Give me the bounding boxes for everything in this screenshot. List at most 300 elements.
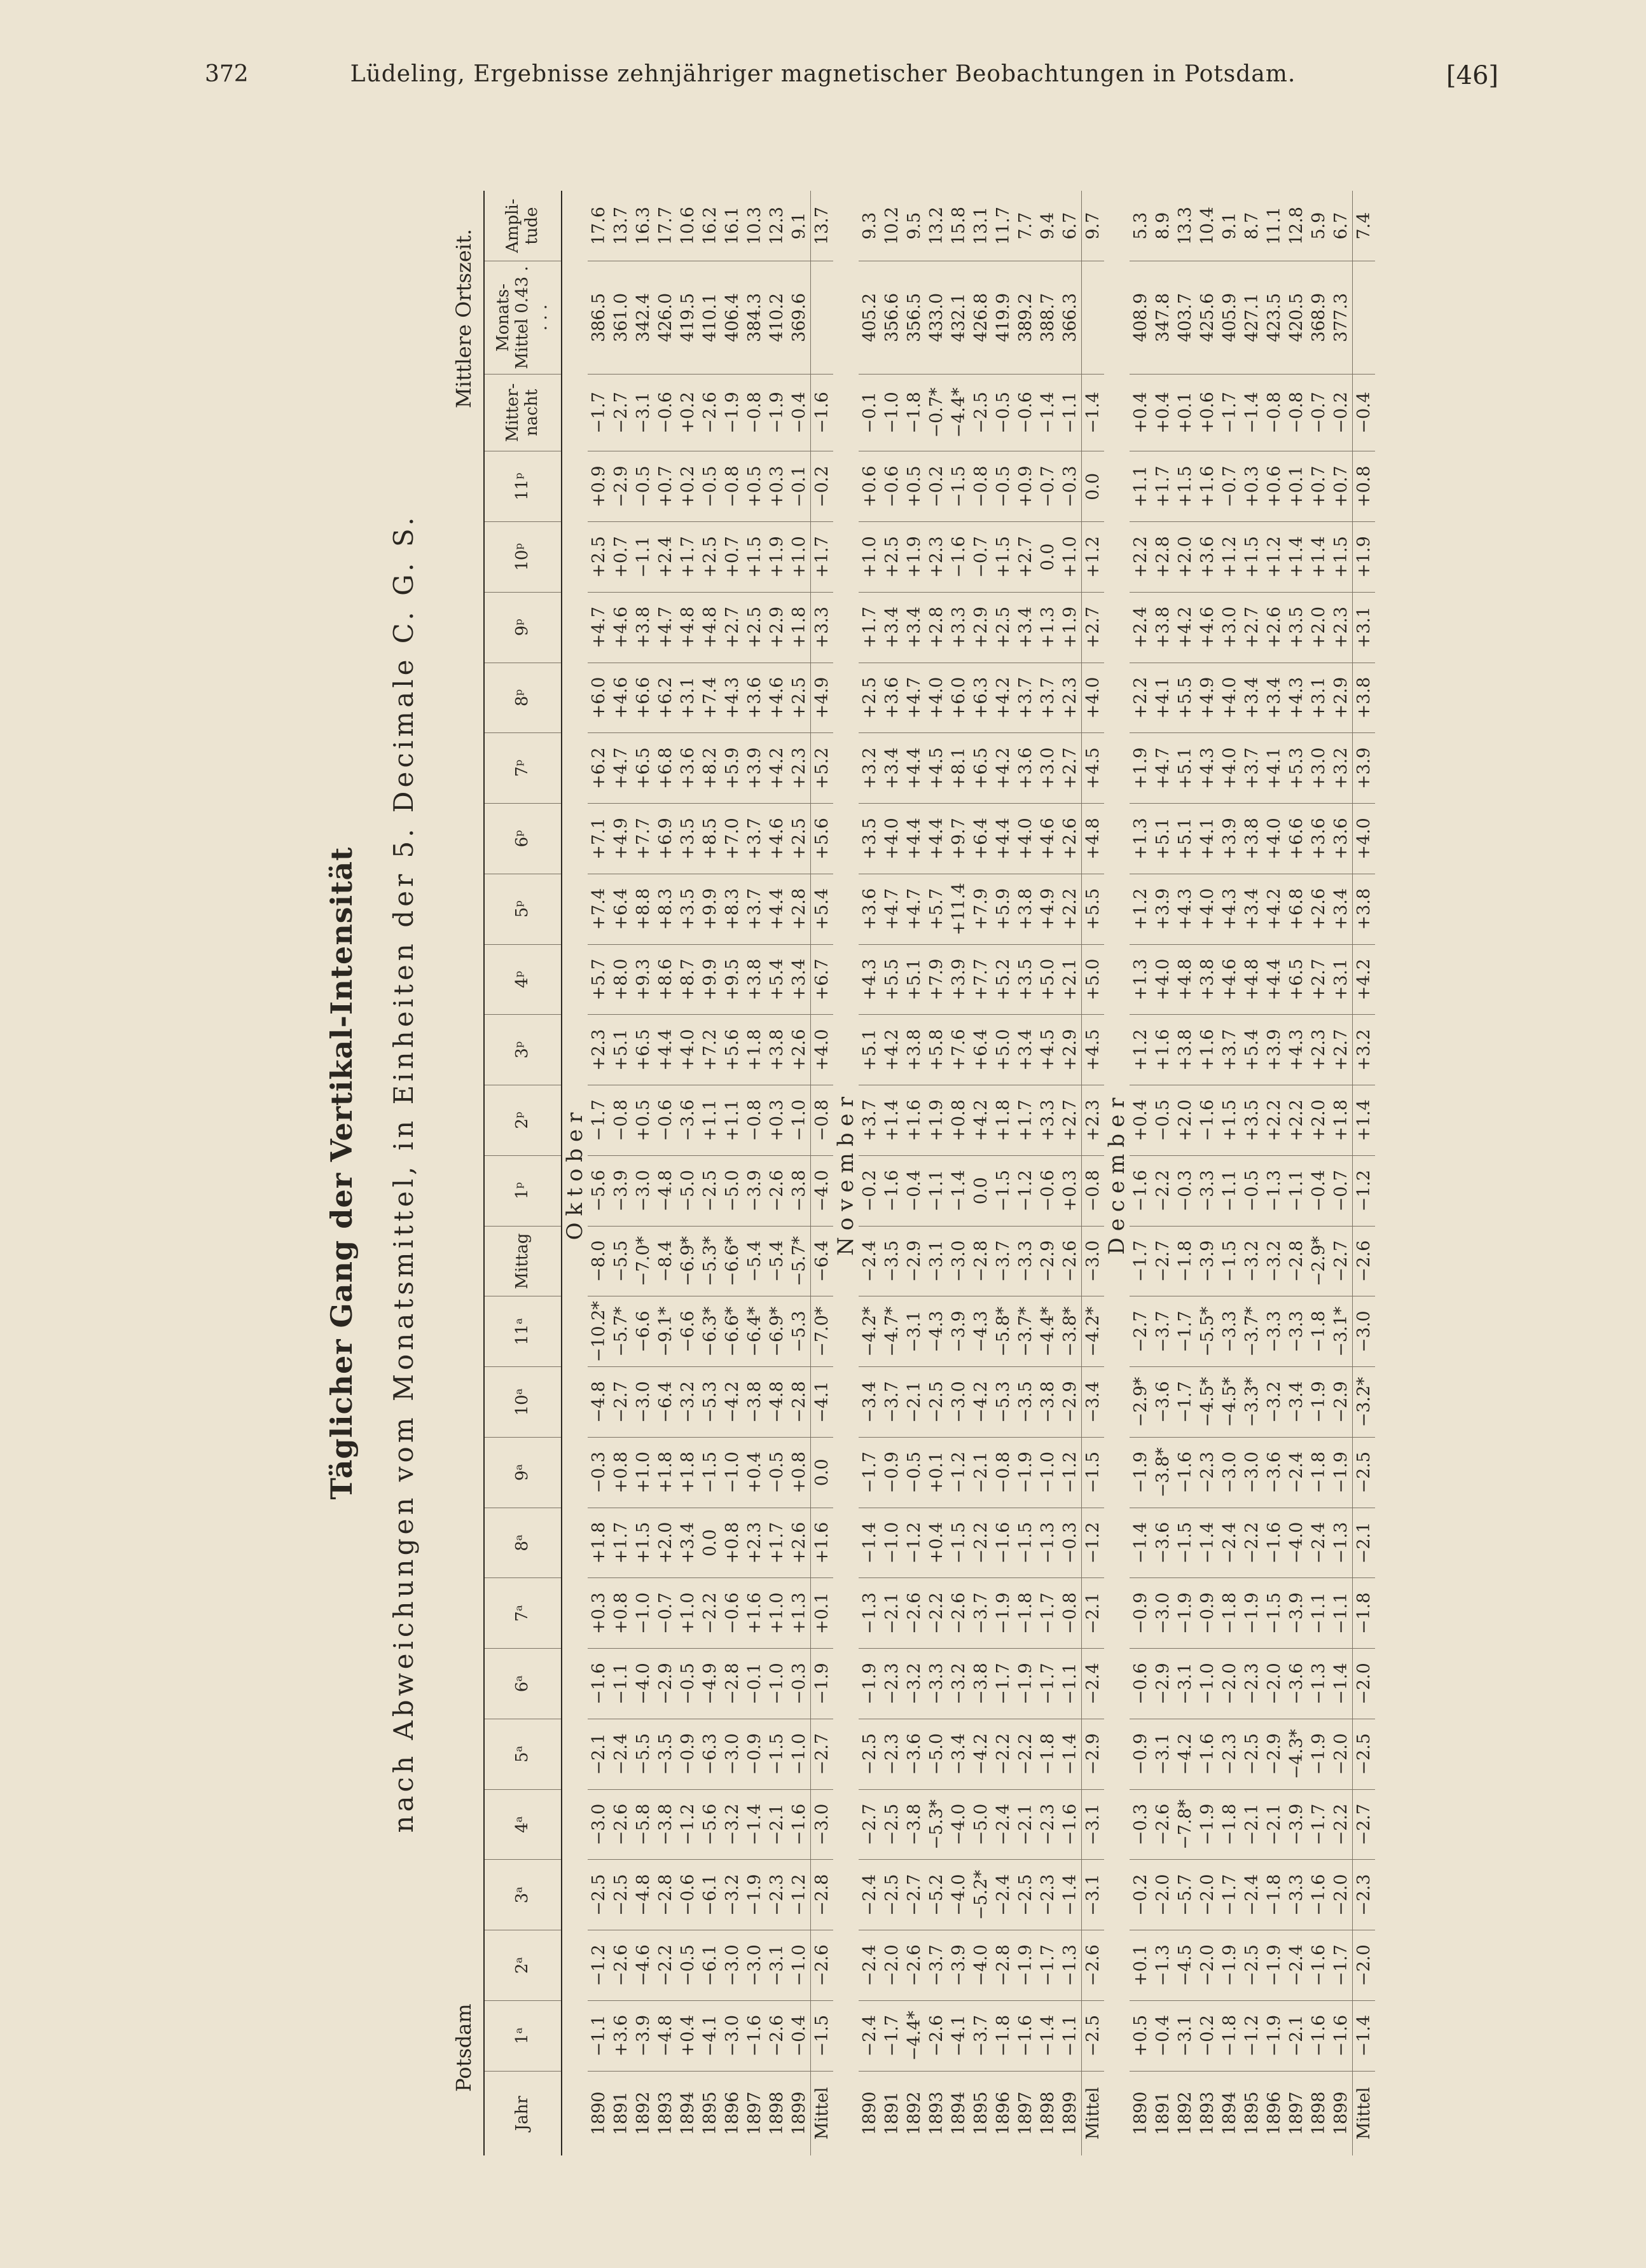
value-cell: 427.1 <box>1241 261 1263 374</box>
table-row <box>903 191 925 2155</box>
value-cell: +1.6 <box>743 1578 766 1649</box>
value-cell: −5.4 <box>766 1226 788 1296</box>
table-row <box>677 191 699 2155</box>
value-cell: +5.0 <box>992 1015 1014 1085</box>
value-cell: −1.7 <box>992 1649 1014 1719</box>
value-cell: −1.8 <box>1014 1578 1037 1649</box>
value-cell: +0.5 <box>1130 2000 1152 2071</box>
value-cell: −2.8 <box>654 1860 677 1930</box>
value-cell: +2.5 <box>859 663 881 733</box>
value-cell: −1.9 <box>1219 1930 1241 2001</box>
rotated-table-block <box>324 191 1628 2155</box>
value-cell: −0.5 <box>766 1437 788 1508</box>
mean-cell: +1.2 <box>1082 522 1105 593</box>
mean-cell: −2.0 <box>1353 1649 1376 1719</box>
value-cell: +4.3 <box>1285 663 1308 733</box>
value-cell: +2.2 <box>1059 874 1082 944</box>
value-cell: +2.8 <box>925 592 948 663</box>
value-cell: −3.8 <box>1037 1367 1059 1438</box>
value-cell: −1.7 <box>1037 1930 1059 2001</box>
value-cell: +3.8 <box>1174 1015 1196 1085</box>
value-cell: −2.4 <box>1241 1860 1263 1930</box>
value-cell: −5.3 <box>699 1367 721 1438</box>
value-cell: −0.3 <box>1059 451 1082 522</box>
table-row <box>970 191 992 2155</box>
value-cell: −1.6 <box>1196 1085 1219 1156</box>
mean-cell: −3.2* <box>1353 1367 1376 1438</box>
value-cell: +2.5 <box>992 592 1014 663</box>
value-cell: −1.6 <box>1174 1437 1196 1508</box>
value-cell: 6.7 <box>1330 191 1353 261</box>
value-cell: −2.3 <box>1037 1860 1059 1930</box>
value-cell: +1.5 <box>743 522 766 593</box>
value-cell: +4.0 <box>1014 804 1037 874</box>
value-cell: +6.4 <box>970 1015 992 1085</box>
value-cell: −5.5 <box>610 1226 632 1296</box>
value-cell: −3.4 <box>1285 1367 1308 1438</box>
value-cell: 432.1 <box>948 261 970 374</box>
mean-cell: −2.5 <box>1353 1437 1376 1508</box>
value-cell: −2.2 <box>1014 1719 1037 1789</box>
value-cell: +4.0 <box>925 663 948 733</box>
value-cell: −2.0 <box>881 1930 903 2001</box>
value-cell: +5.1 <box>1174 733 1196 804</box>
value-cell: −5.5 <box>632 1719 654 1789</box>
value-cell: −2.3 <box>881 1719 903 1789</box>
value-cell: +4.4 <box>654 1015 677 1085</box>
value-cell: −0.1 <box>743 1649 766 1719</box>
value-cell: +3.8 <box>903 1015 925 1085</box>
value-cell: −3.1 <box>1152 1719 1174 1789</box>
value-cell: +3.8 <box>632 592 654 663</box>
value-cell: 405.9 <box>1219 261 1241 374</box>
value-cell: −1.7 <box>1037 1649 1059 1719</box>
value-cell: −3.7 <box>970 2000 992 2071</box>
value-cell: +1.7 <box>677 522 699 593</box>
value-cell: +4.4 <box>1263 944 1285 1015</box>
value-cell: 8.7 <box>1242 212 1262 240</box>
value-cell: −2.5 <box>610 1860 632 1930</box>
value-cell: −0.7 <box>1308 374 1330 451</box>
value-cell: −5.7 <box>1174 1860 1196 1930</box>
value-cell: +4.0 <box>1196 874 1219 944</box>
year-cell: 1890 <box>1130 2071 1152 2155</box>
value-cell: −0.5 <box>903 1437 925 1508</box>
value-cell: −5.6 <box>699 1789 721 1860</box>
column-header: 3ᵃ <box>484 1860 562 1930</box>
value-cell: −3.3 <box>925 1649 948 1719</box>
value-cell: −0.9 <box>1130 1578 1152 1649</box>
value-cell: −0.6 <box>1037 1155 1059 1226</box>
value-cell: −3.1 <box>925 1226 948 1296</box>
value-cell: −3.9 <box>948 1296 970 1367</box>
mean-cell: −3.0 <box>1082 1226 1105 1296</box>
value-cell: −4.8 <box>632 1860 654 1930</box>
value-cell: −0.7* <box>925 374 948 451</box>
value-cell: +3.1 <box>1308 663 1330 733</box>
value-cell: −0.6 <box>881 451 903 522</box>
value-cell: +3.8 <box>766 1015 788 1085</box>
value-cell: −1.4 <box>1059 1719 1082 1789</box>
value-cell: −1.7 <box>1219 1860 1241 1930</box>
value-cell: +0.8 <box>610 1437 632 1508</box>
column-header: 4ᵃ <box>484 1789 562 1860</box>
value-cell: −1.5 <box>699 1437 721 1508</box>
value-cell: −3.6 <box>1263 1437 1285 1508</box>
value-cell: +2.2 <box>1130 522 1152 593</box>
value-cell: −2.4 <box>859 1226 881 1296</box>
value-cell: −2.6 <box>1059 1226 1082 1296</box>
value-cell: +0.5 <box>903 451 925 522</box>
value-cell: +1.1 <box>721 1085 743 1156</box>
value-cell: −1.2 <box>1059 1437 1082 1508</box>
value-cell: −2.0 <box>1152 1860 1174 1930</box>
value-cell: −2.5 <box>1014 1860 1037 1930</box>
value-cell: −1.1 <box>632 522 654 593</box>
value-cell: −2.9 <box>1263 1719 1285 1789</box>
value-cell: +0.8 <box>721 1508 743 1578</box>
value-cell: 406.4 <box>721 261 743 374</box>
year-cell: 1892 <box>1174 2071 1196 2155</box>
value-cell: −0.9 <box>881 1437 903 1508</box>
value-cell: 10.4 <box>1198 207 1217 245</box>
value-cell: −3.2 <box>721 1860 743 1930</box>
month-title-row <box>562 191 588 2155</box>
value-cell: −1.3 <box>1263 1155 1285 1226</box>
value-cell: −1.8 <box>992 2000 1014 2071</box>
value-cell: +0.6 <box>859 451 881 522</box>
value-cell: +1.1 <box>1130 451 1152 522</box>
value-cell: 410.2 <box>766 261 788 374</box>
value-cell: −5.0 <box>925 1719 948 1789</box>
value-cell: −0.4 <box>1152 2000 1174 2071</box>
year-cell: 1894 <box>948 2071 970 2155</box>
value-cell: +5.0 <box>1037 944 1059 1015</box>
value-cell: −5.7* <box>610 1296 632 1367</box>
value-cell: +0.7 <box>1330 451 1353 522</box>
value-cell: −5.7* <box>788 1226 811 1296</box>
value-cell: +2.7 <box>1330 1015 1353 1085</box>
year-cell: 1892 <box>632 2071 654 2155</box>
year-cell: 1894 <box>1219 2071 1241 2155</box>
year-cell: 1897 <box>743 2071 766 2155</box>
value-cell: −5.3* <box>925 1789 948 1860</box>
value-cell: +0.5 <box>743 451 766 522</box>
value-cell: +6.5 <box>632 733 654 804</box>
value-cell: +1.8 <box>588 1508 610 1578</box>
table-row <box>948 191 970 2155</box>
table-row <box>1059 191 1082 2155</box>
mean-cell: −0.8 <box>811 1085 834 1156</box>
value-cell: −0.7 <box>654 1578 677 1649</box>
value-cell: −0.9 <box>677 1719 699 1789</box>
column-header: 9ᵖ <box>484 592 562 663</box>
value-cell: −2.4 <box>1308 1508 1330 1578</box>
value-cell: −2.1 <box>1241 1789 1263 1860</box>
value-cell: +9.9 <box>699 874 721 944</box>
value-cell: +1.0 <box>677 1578 699 1649</box>
value-cell: +1.0 <box>1059 522 1082 593</box>
value-cell: −0.7 <box>1037 451 1059 522</box>
value-cell: +3.3 <box>1037 1085 1059 1156</box>
value-cell: −4.0 <box>948 1789 970 1860</box>
value-cell: +2.0 <box>1174 522 1196 593</box>
value-cell: −1.6 <box>992 1508 1014 1578</box>
value-cell: +0.2 <box>677 451 699 522</box>
mean-cell: −2.3 <box>1353 1860 1376 1930</box>
value-cell: +3.7 <box>1219 1015 1241 1085</box>
table-row <box>925 191 948 2155</box>
value-cell: −0.8 <box>1263 374 1285 451</box>
value-cell: +3.4 <box>788 944 811 1015</box>
value-cell: −1.8 <box>1219 1578 1241 1649</box>
value-cell: −4.8 <box>654 2000 677 2071</box>
value-cell: −3.3 <box>1285 1860 1308 1930</box>
value-cell: 423.5 <box>1263 261 1285 374</box>
value-cell: 17.6 <box>589 207 609 245</box>
value-cell: +0.3 <box>766 451 788 522</box>
value-cell: +5.1 <box>903 944 925 1015</box>
value-cell: −2.6 <box>610 1930 632 2001</box>
value-cell: +2.5 <box>588 522 610 593</box>
value-cell: −3.0 <box>948 1226 970 1296</box>
column-header: Jahr <box>484 2071 562 2155</box>
value-cell: −3.0 <box>948 1367 970 1438</box>
value-cell: +1.0 <box>766 1578 788 1649</box>
value-cell: +2.7 <box>1059 1085 1082 1156</box>
value-cell: +4.3 <box>859 944 881 1015</box>
value-cell: 12.8 <box>1287 207 1306 245</box>
value-cell: −0.8 <box>1285 374 1308 451</box>
value-cell: 356.6 <box>881 261 903 374</box>
value-cell: −1.1 <box>1219 1155 1241 1226</box>
value-cell: −1.5 <box>1014 1508 1037 1578</box>
value-cell: −1.4 <box>1196 1508 1219 1578</box>
mean-cell: −3.0 <box>811 1789 834 1860</box>
value-cell: −1.4 <box>1059 1860 1082 1930</box>
value-cell: +1.2 <box>1130 874 1152 944</box>
value-cell: −1.9 <box>1263 1930 1285 2001</box>
value-cell: +8.1 <box>948 733 970 804</box>
value-cell: −6.6 <box>632 1296 654 1367</box>
value-cell: +8.3 <box>654 874 677 944</box>
mean-cell: 13.7 <box>812 207 832 245</box>
value-cell: −3.5 <box>1014 1367 1037 1438</box>
value-cell: +1.3 <box>1130 944 1152 1015</box>
running-title: Lüdeling, Ergebnisse zehnjähriger magnetischer Beobachtungen in Potsdam. <box>350 61 1296 87</box>
month-title: December <box>1104 1091 1130 1255</box>
value-cell: −1.5 <box>766 1719 788 1789</box>
value-cell: −3.6 <box>1152 1367 1174 1438</box>
mean-cell: +5.2 <box>811 733 834 804</box>
value-cell: +0.1 <box>1285 451 1308 522</box>
value-cell: −2.6 <box>766 1155 788 1226</box>
value-cell: −2.1 <box>588 1719 610 1789</box>
value-cell: −1.3 <box>1059 1930 1082 2001</box>
mean-cell: +5.6 <box>811 804 834 874</box>
value-cell: 433.0 <box>925 261 948 374</box>
value-cell: +3.8 <box>743 944 766 1015</box>
value-cell: −2.3 <box>1241 1649 1263 1719</box>
value-cell: +1.3 <box>1130 804 1152 874</box>
value-cell: +0.8 <box>788 1437 811 1508</box>
value-cell: −0.4 <box>788 2000 811 2071</box>
value-cell: +3.5 <box>677 804 699 874</box>
value-cell: −1.0 <box>766 1649 788 1719</box>
value-cell: −1.0 <box>788 1930 811 2001</box>
value-cell: −2.3 <box>881 1649 903 1719</box>
value-cell: +5.3 <box>1285 733 1308 804</box>
value-cell: +4.2 <box>970 1085 992 1156</box>
mean-cell: +3.3 <box>811 592 834 663</box>
value-cell: −8.0 <box>588 1226 610 1296</box>
value-cell: −1.7 <box>859 1437 881 1508</box>
value-cell: +2.5 <box>881 522 903 593</box>
value-cell: −1.1 <box>1308 1578 1330 1649</box>
value-cell: −2.2 <box>654 1930 677 2001</box>
value-cell: −3.0 <box>721 2000 743 2071</box>
value-cell: +1.0 <box>788 522 811 593</box>
mean-cell: −2.0 <box>1353 1930 1376 2001</box>
value-cell: +1.5 <box>992 522 1014 593</box>
mean-cell: −1.6 <box>811 374 834 451</box>
year-cell: 1892 <box>903 2071 925 2155</box>
value-cell: −1.8 <box>1174 1226 1196 1296</box>
mean-row <box>811 191 834 2155</box>
month-title-row <box>1104 191 1130 2155</box>
table-row <box>1308 191 1330 2155</box>
value-cell: −4.2* <box>859 1296 881 1367</box>
value-cell: +4.3 <box>1196 733 1219 804</box>
value-cell: +0.9 <box>588 451 610 522</box>
value-cell: −3.5 <box>881 1226 903 1296</box>
mean-cell: +5.5 <box>1082 874 1105 944</box>
value-cell: −4.3* <box>1285 1719 1308 1789</box>
value-cell: +8.7 <box>677 944 699 1015</box>
value-cell: +1.7 <box>1014 1085 1037 1156</box>
value-cell: +4.9 <box>1196 663 1219 733</box>
value-cell: 9.4 <box>1038 212 1058 240</box>
value-cell: −5.3 <box>788 1296 811 1367</box>
value-cell: +5.1 <box>610 1015 632 1085</box>
mean-cell <box>1082 261 1105 374</box>
value-cell: −3.4 <box>948 1719 970 1789</box>
value-cell: −4.1 <box>948 2000 970 2071</box>
year-cell: 1898 <box>1308 2071 1330 2155</box>
value-cell: +3.5 <box>1241 1085 1263 1156</box>
value-cell: +4.6 <box>766 663 788 733</box>
value-cell: 17.7 <box>656 207 675 245</box>
value-cell: −1.0 <box>788 1085 811 1156</box>
value-cell: +4.8 <box>1241 944 1263 1015</box>
value-cell: +4.0 <box>1152 944 1174 1015</box>
value-cell: +3.7 <box>859 1085 881 1156</box>
value-cell: −4.2 <box>721 1367 743 1438</box>
value-cell: 377.3 <box>1330 261 1353 374</box>
value-cell: +1.6 <box>903 1085 925 1156</box>
value-cell: −0.2 <box>859 1155 881 1226</box>
value-cell: −6.4* <box>743 1296 766 1367</box>
value-cell: −2.1 <box>1014 1789 1037 1860</box>
value-cell: +9.3 <box>632 944 654 1015</box>
value-cell: −3.2 <box>677 1367 699 1438</box>
value-cell: −2.2 <box>992 1719 1014 1789</box>
place-label: Potsdam <box>452 2003 476 2092</box>
value-cell: 5.9 <box>1309 212 1329 240</box>
value-cell: −2.3 <box>1037 1789 1059 1860</box>
value-cell: 403.7 <box>1174 261 1196 374</box>
value-cell: −1.5 <box>1219 1226 1241 1296</box>
mean-cell: +4.0 <box>1082 663 1105 733</box>
column-header: 4ᵖ <box>484 944 562 1015</box>
value-cell: −7.8* <box>1174 1789 1196 1860</box>
table-row <box>654 191 677 2155</box>
value-cell: −1.3 <box>1037 1508 1059 1578</box>
value-cell: +3.4 <box>1330 874 1353 944</box>
year-cell: 1897 <box>1014 2071 1037 2155</box>
value-cell: −4.1 <box>699 2000 721 2071</box>
value-cell: +4.1 <box>1263 733 1285 804</box>
value-cell: +4.6 <box>610 592 632 663</box>
value-cell: −0.8 <box>743 1085 766 1156</box>
value-cell: −6.4 <box>654 1367 677 1438</box>
value-cell: +3.6 <box>1330 804 1353 874</box>
column-header: 6ᵖ <box>484 804 562 874</box>
value-cell: −2.6 <box>903 1578 925 1649</box>
value-cell: −4.4* <box>903 2000 925 2071</box>
value-cell: −5.3* <box>699 1226 721 1296</box>
value-cell: +0.4 <box>743 1437 766 1508</box>
value-cell: −2.3 <box>766 1860 788 1930</box>
value-cell: −5.8* <box>992 1296 1014 1367</box>
value-cell: +3.7 <box>743 874 766 944</box>
value-cell: +6.2 <box>654 663 677 733</box>
value-cell: +3.6 <box>677 733 699 804</box>
mean-cell: −1.8 <box>1353 1578 1376 1649</box>
value-cell: −5.4 <box>743 1226 766 1296</box>
value-cell: −1.9 <box>1014 1649 1037 1719</box>
value-cell: −1.8 <box>903 374 925 451</box>
value-cell: 9.5 <box>904 212 924 240</box>
value-cell: +2.2 <box>1130 663 1152 733</box>
mean-cell: 9.7 <box>1083 212 1103 240</box>
value-cell: −3.9 <box>948 1930 970 2001</box>
mean-cell: +3.1 <box>1353 592 1376 663</box>
mean-cell: 0.0 <box>811 1437 834 1508</box>
year-cell: 1899 <box>788 2071 811 2155</box>
value-cell: +1.9 <box>766 522 788 593</box>
value-cell: −1.9 <box>1263 2000 1285 2071</box>
value-cell: −0.5 <box>992 374 1014 451</box>
value-cell: −0.5 <box>632 451 654 522</box>
column-header: 9ᵃ <box>484 1437 562 1508</box>
column-header: 11ᵃ <box>484 1296 562 1367</box>
value-cell: +3.9 <box>1263 1015 1285 1085</box>
value-cell: −1.7 <box>881 2000 903 2071</box>
value-cell: +5.9 <box>992 874 1014 944</box>
value-cell: +3.8 <box>1152 592 1174 663</box>
value-cell: −4.7* <box>881 1296 903 1367</box>
value-cell: 386.5 <box>588 261 610 374</box>
mean-cell: +5.4 <box>811 874 834 944</box>
value-cell: +1.1 <box>699 1085 721 1156</box>
value-cell: −1.5 <box>1263 1578 1285 1649</box>
value-cell: −1.4 <box>743 1789 766 1860</box>
value-cell: 0.0 <box>1037 522 1059 593</box>
value-cell: +0.9 <box>1014 451 1037 522</box>
mean-cell: −0.8 <box>1082 1155 1105 1226</box>
value-cell: −2.2 <box>1241 1508 1263 1578</box>
